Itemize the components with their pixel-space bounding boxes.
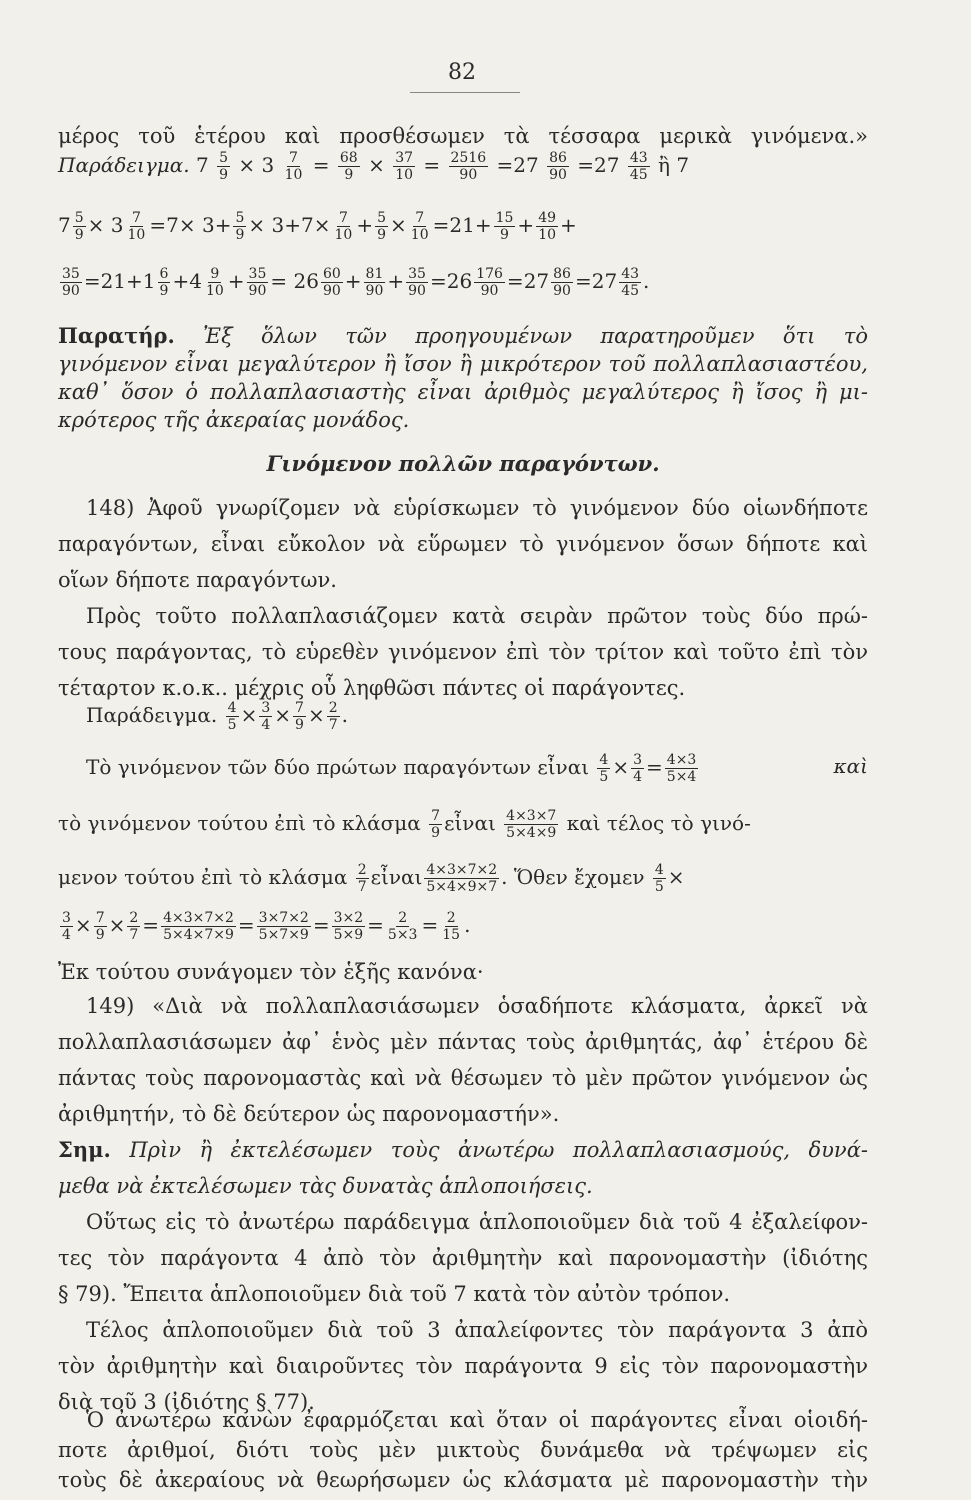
fraction: $\frac{7}{10}$ <box>284 150 303 183</box>
page-number: 82 <box>448 60 476 85</box>
fraction: $\frac{5}{9}$ <box>219 150 229 183</box>
eq-term: 7 <box>196 153 209 177</box>
text-line: οἵων δήποτε παραγόντων. <box>58 568 337 592</box>
fraction: $\frac{6}{9}$ <box>159 266 169 299</box>
text-line: Ἐκ τούτου συνάγομεν τὸν ἑξῆς κανόνα· <box>58 960 484 984</box>
equation-line: Παράδειγμα. 7 $\frac{5}{9}$ × 3 $\frac{7}{10}$ = $\frac{68}{9}$ × $\frac{37}{10}$ = $\frac{2516}{90}$ =27 $\frac{86}{90}$ =27 $\frac{43}{45}$ ἢ 7 <box>58 150 690 183</box>
remark-line: Παρατήρ. Ἐξ ὅλων τῶν προηγουμένων παρατηροῦμεν ὅτι τὸ <box>58 323 868 348</box>
fraction: $\frac{7}{10}$ <box>410 210 429 243</box>
text-line: μέρος τοῦ ἑτέρου καὶ προσθέσωμεν τὰ τέσσαρα μερικὰ γινόμενα.» <box>58 124 868 148</box>
equation-line: 7 $\frac{5}{9}$ × 3 $\frac{7}{10}$ =7× 3+ $\frac{5}{9}$ × 3+7× $\frac{7}{10}$ + $\frac{5}{9}$ × $\frac{7}{10}$ =21+ $\frac{15}{9}$ + $\frac{49}{10}$ + <box>58 210 577 243</box>
fraction: $\frac{2}{15}$ <box>442 910 461 943</box>
text-line: τοὺς δὲ ἀκεραίους νὰ θεωρήσωμεν ὡς κλάσματα μὲ παρονομαστὴν τὴν <box>58 1468 868 1492</box>
eq-term: × 3 <box>238 153 275 177</box>
fraction: $\frac{7}{9}$ <box>431 808 441 841</box>
fraction: $\frac{3\times 2}{5\times 9}$ <box>333 910 364 943</box>
text-line: μεθα νὰ ἐκτελέσωμεν τὰς δυνατὰς ἁπλοποιήσεις. <box>58 1174 593 1198</box>
text-line: § 79). Ἔπειτα ἁπλοποιοῦμεν διὰ τοῦ 7 κατὰ τὸν αὐτὸν τρόπον. <box>58 1282 731 1306</box>
remark-label: Παρατήρ. <box>58 323 175 348</box>
text-line: καθ᾽ ὅσον ὁ πολλαπλασιαστὴς εἶναι ἀριθμὸς μεγαλύτερος ἢ ἴσος ἢ μι- <box>58 380 868 404</box>
fraction: $\frac{2516}{90}$ <box>450 150 487 183</box>
text-line: πάντας τοὺς παρονομαστὰς καὶ νὰ θέσωμεν τὸ μὲν πρῶτον γινόμενον ὡς <box>58 1066 868 1090</box>
fraction: $\frac{43}{45}$ <box>621 266 640 299</box>
fraction: $\frac{3}{4}$ <box>633 752 643 785</box>
fraction: $\frac{5}{9}$ <box>74 210 84 243</box>
fraction: $\frac{7}{10}$ <box>334 210 353 243</box>
text-line: Πρὸς τοῦτο πολλαπλασιάζομεν κατὰ σειρὰν πρῶτον τοὺς δύο πρώ- <box>86 604 868 628</box>
fraction: $\frac{7}{10}$ <box>127 210 146 243</box>
fraction: $\frac{60}{90}$ <box>322 266 341 299</box>
text-line: 148) Ἀφοῦ γνωρίζομεν νὰ εὑρίσκωμεν τὸ γινόμενον δύο οἱωνδήποτε <box>86 496 868 520</box>
fraction: $\frac{4}{5}$ <box>654 862 664 895</box>
fraction: $\frac{7}{9}$ <box>295 700 304 733</box>
equation-line: $\frac{35}{90}$ =21+1 $\frac{6}{9}$ +4 $\frac{9}{10}$ + $\frac{35}{90}$ = 26 $\frac{60}{90}$ + $\frac{81}{90}$ + $\frac{35}{90}$ =26 $\frac{176}{90}$ =27 $\frac{86}{90}$ =27 $\frac{43}{45}$ . <box>62 266 650 299</box>
text-line: γινόμενον εἶναι μεγαλύτερον ἢ ἴσον ἢ μικρότερον τοῦ πολλαπλασιαστέου, <box>58 352 868 376</box>
text-line: διὰ τοῦ 3 (ἰδιότης § 77). <box>58 1390 315 1414</box>
text-line: ποτε ἀριθμοί, διότι τοὺς μὲν μικτοὺς δυνάμεθα νὰ τρέψωμεν εἰς <box>58 1438 868 1462</box>
text-line: Ὁ ἀνωτέρω κανὼν ἐφαρμόζεται καὶ ὅταν οἱ παράγοντες εἶναι οἱοιδή- <box>86 1408 868 1432</box>
fraction: $\frac{5}{9}$ <box>235 210 245 243</box>
fraction: $\frac{7}{9}$ <box>95 910 105 943</box>
equation-line: Παράδειγμα. $\frac{4}{5}$ × $\frac{3}{4}$ × $\frac{7}{9}$ × $\frac{2}{7}$ . <box>86 700 348 733</box>
fraction: $\frac{5}{9}$ <box>377 210 387 243</box>
text-line: παραγόντων, εἶναι εὔκολον νὰ εὕρωμεν τὸ γινόμενον ὅσων δήποτε καὶ <box>58 532 868 556</box>
fraction: $\frac{2}{5\times 3}$ <box>387 910 418 943</box>
fraction: $\frac{35}{90}$ <box>62 266 80 299</box>
fraction: $\frac{81}{90}$ <box>365 266 384 299</box>
fraction: $\frac{35}{90}$ <box>408 266 426 299</box>
equation-line: μενον τούτου ἐπὶ τὸ κλάσμα $\frac{2}{7}$ εἶναι $\frac{4\times 3\times 7\times 2}{5\times 4\times 9\times 7}$ . Ὅθεν ἔχομεν $\frac{4}{5}$ × <box>58 862 685 895</box>
fraction: $\frac{49}{10}$ <box>538 210 557 243</box>
fraction: $\frac{4\times 3\times 7\times 2}{5\times 4\times 7\times 9}$ <box>163 910 234 943</box>
fraction: $\frac{9}{10}$ <box>205 266 224 299</box>
section-heading: Γινόμενον πολλῶν παραγόντων. <box>266 451 660 476</box>
fraction: $\frac{4\times 3}{5\times 4}$ <box>666 752 697 785</box>
fraction: $\frac{4\times 3\times 7}{5\times 4\times 9}$ <box>506 808 557 841</box>
page-number-rule <box>410 92 520 93</box>
equation-line: Τὸ γινόμενον τῶν δύο πρώτων παραγόντων εἶναι $\frac{4}{5}$ × $\frac{3}{4}$ = $\frac{4\times 3}{5\times 4}$ καὶ <box>86 752 868 785</box>
example-label: Παράδειγμα. <box>86 703 218 727</box>
fraction: $\frac{68}{9}$ <box>339 150 358 183</box>
fraction: $\frac{86}{90}$ <box>553 266 571 299</box>
text-line: κρότερος τῆς ἀκεραίας μονάδος. <box>58 408 410 432</box>
equation-line: τὸ γινόμενον τούτου ἐπὶ τὸ κλάσμα $\frac{7}{9}$ εἶναι $\frac{4\times 3\times 7}{5\times 4\times 9}$ καὶ τέλος τὸ γινό- <box>58 808 751 841</box>
eq-tail: ἢ 7 <box>658 153 690 177</box>
fraction: $\frac{43}{45}$ <box>629 150 648 183</box>
text-line: τέταρτον κ.ο.κ.. μέχρις οὗ ληφθῶσι πάντες οἱ παράγοντες. <box>58 676 686 700</box>
text-line: Οὕτως εἰς τὸ ἀνωτέρω παράδειγμα ἁπλοποιοῦμεν διὰ τοῦ 4 ἐξαλείφον- <box>86 1210 868 1234</box>
fraction: $\frac{35}{90}$ <box>248 266 267 299</box>
text-line: Τέλος ἁπλοποιοῦμεν διὰ τοῦ 3 ἀπαλείφοντες τὸν παράγοντα 3 ἀπὸ <box>86 1318 868 1342</box>
equation-line: $\frac{3}{4}$ × $\frac{7}{9}$ × $\frac{2}{7}$ = $\frac{4\times 3\times 7\times 2}{5\times 4\times 7\times 9}$ = $\frac{3\times 7\times 2}{5\times 7\times 9}$ = $\frac{3\times 2}{5\times 9}$ = $\frac{2}{5\times 3}$ = $\frac{2}{15}$ . <box>62 910 471 943</box>
text-line: τὸν ἀριθμητὴν καὶ διαιροῦντες τὸν παράγοντα 9 εἰς τὸν παρονομαστὴν <box>58 1354 868 1378</box>
fraction: $\frac{4}{5}$ <box>599 752 609 785</box>
text-line: 149) «Διὰ νὰ πολλαπλασιάσωμεν ὁσαδήποτε κλάσματα, ἀρκεῖ νὰ <box>86 994 868 1018</box>
fraction: $\frac{3}{4}$ <box>62 910 71 943</box>
fraction: $\frac{4}{5}$ <box>227 700 237 733</box>
example-label: Παράδειγμα. <box>58 153 190 177</box>
fraction: $\frac{2}{7}$ <box>328 700 338 733</box>
text-line: πολλαπλασιάσωμεν ἀφ᾽ ἑνὸς μὲν πάντας τοὺς ἀριθμητάς, ἀφ᾽ ἑτέρου δὲ <box>58 1030 868 1054</box>
fraction: $\frac{2}{7}$ <box>129 910 139 943</box>
fraction: $\frac{2}{7}$ <box>357 862 367 895</box>
fraction: $\frac{3}{4}$ <box>261 700 271 733</box>
text-line: τους παράγοντας, τὸ εὑρεθὲν γινόμενον ἐπὶ τὸν τρίτον καὶ τοῦτο ἐπὶ τὸν <box>58 640 868 664</box>
fraction: $\frac{15}{9}$ <box>495 210 514 243</box>
text-line: τες τὸν παράγοντα 4 ἀπὸ τὸν ἀριθμητὴν καὶ παρονομαστὴν (ἰδιότης <box>58 1246 868 1270</box>
text-line: ἀριθμητήν, τὸ δὲ δεύτερον ὡς παρονομαστήν». <box>58 1102 560 1126</box>
fraction: $\frac{4\times 3\times 7\times 2}{5\times 4\times 9\times 7}$ <box>426 862 498 895</box>
note-label: Σημ. <box>58 1137 111 1162</box>
fraction: $\frac{37}{10}$ <box>395 150 414 183</box>
fraction: $\frac{176}{90}$ <box>476 266 503 299</box>
fraction: $\frac{3\times 7\times 2}{5\times 7\times 9}$ <box>258 910 309 943</box>
note-line: Σημ. Πρὶν ἢ ἐκτελέσωμεν τοὺς ἀνωτέρω πολλαπλασιασμούς, δυνά- <box>58 1137 868 1162</box>
fraction: $\frac{86}{90}$ <box>549 150 567 183</box>
